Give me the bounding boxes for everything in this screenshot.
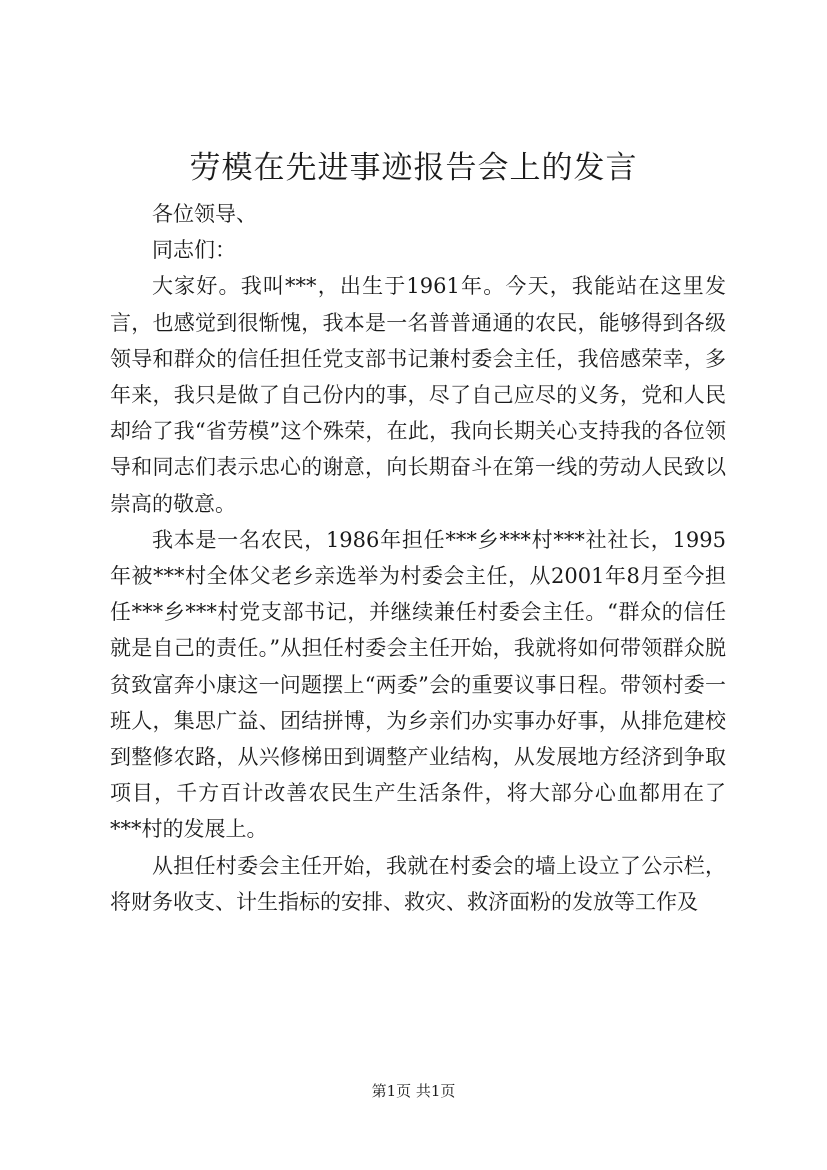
document-title: 劳模在先进事迹报告会上的发言 bbox=[189, 150, 638, 186]
document-body bbox=[110, 196, 726, 920]
body-paragraph: 大家好。我叫***，出生于1961年。今天，我能站在这里发言，也感觉到很惭愧，我本是一名普普通通的农民，能够得到各级领导和群众的信任担任党支部书记兼村委会主任，我倍感荣幸，多年来，我只是做了自己份内的事，尽了自己应尽的义务，党和人民却给了我“省劳模”这个殊荣，在此，我向长期关心支持我的各位领导和同志们表示忠心的谢意，向长期奋斗在第一线的劳动人民致以崇高的敬意。 bbox=[110, 274, 726, 516]
body-paragraph: 我本是一名农民，1986年担任***乡***村***社社长，1995年被***村全体父老乡亲选举为村委会主任，从2001年8月至今担任***乡***村党支部书记，并继续兼任村委会主任。“群众的信任就是自己的责任。”从担任村委会主任开始，我就将如何带领群众脱贫致富奔小康这一问题摆上“两委”会的重要议事日程。带领村委一班人，集思广益、团结拼博，为乡亲们办实事办好事，从排危建校到整修农路，从兴修梯田到调整产业结构，从发展地方经济到争取项目，千方百计改善农民生产生活条件，将大部分心血都用在了***村的发展上。 bbox=[110, 527, 726, 842]
salutation-line: 各位领导、 bbox=[152, 202, 257, 226]
salutation-line: 同志们： bbox=[152, 238, 236, 263]
body-paragraph: 从担任村委会主任开始，我就在村委会的墙上设立了公示栏，将财务收支、计生指标的安排、救灾、救济面粉的发放等工作及 bbox=[110, 853, 726, 914]
page-footer: 第1页 共1页 bbox=[371, 1082, 456, 1100]
